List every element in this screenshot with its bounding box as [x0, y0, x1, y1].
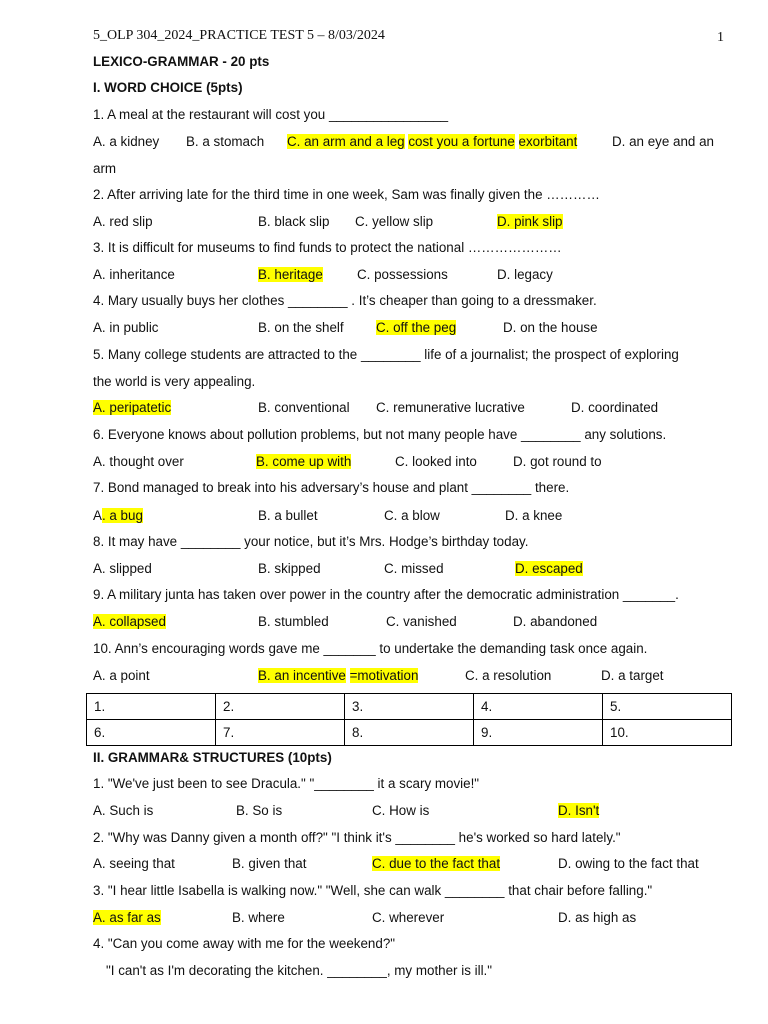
highlight: C. due to the fact that: [372, 856, 501, 871]
option-a: A. seeing that: [93, 856, 175, 871]
option-a-answer: [93, 910, 161, 925]
section-title: LEXICO-GRAMMAR - 20 pts: [93, 54, 270, 69]
question-stem: 3. It is difficult for museums to find funds to protect the national …………………: [93, 240, 562, 255]
option-d: D. abandoned: [513, 614, 598, 629]
highlight: A. as far as: [93, 910, 161, 925]
question-stem-continuation: the world is very appealing.: [93, 374, 256, 389]
question-stem: 1. A meal at the restaurant will cost you ________________: [93, 107, 449, 122]
option-b: B. on the shelf: [258, 320, 344, 335]
question-stem: 7. Bond managed to break into his adversary’s house and plant ________ there.: [93, 480, 570, 495]
option-c: C. How is: [372, 803, 430, 818]
table-row: [87, 720, 732, 746]
option-b: B. where: [232, 910, 285, 925]
option-c: C. looked into: [395, 454, 477, 469]
option-b: B. conventional: [258, 400, 350, 415]
highlight: D. pink slip: [497, 214, 563, 229]
highlight: A. collapsed: [93, 614, 166, 629]
option-c: C. missed: [384, 561, 444, 576]
question-stem: 2. After arriving late for the third time in one week, Sam was finally given the …………: [93, 187, 600, 202]
option-d-answer: [558, 803, 599, 818]
option-c-answer: [372, 856, 500, 871]
question-stem: 10. Ann’s encouraging words gave me _______ to undertake the demanding task once again.: [93, 641, 648, 656]
option-c: C. wherever: [372, 910, 445, 925]
part2-title: II. GRAMMAR& STRUCTURES (10pts): [93, 750, 332, 765]
option-c: C. possessions: [357, 267, 448, 282]
option-b-answer: [258, 668, 418, 683]
highlight: C. an arm and a leg: [287, 134, 405, 149]
option-d: D. as high as: [558, 910, 637, 925]
option-a: A. slipped: [93, 561, 152, 576]
option-d: D. got round to: [513, 454, 602, 469]
answer-cell[interactable]: 7.: [216, 720, 345, 746]
question-stem: 3. "I hear little Isabella is walking now." "Well, she can walk ________ that chair before falling.": [93, 883, 653, 898]
question-stem: 8. It may have ________ your notice, but it’s Mrs. Hodge’s birthday today.: [93, 534, 529, 549]
option-c: C. a resolution: [465, 668, 552, 683]
question-stem: 2. "Why was Danny given a month off?" "I think it's ________ he's worked so hard lately.": [93, 830, 621, 845]
option-b: B. black slip: [258, 214, 330, 229]
option-a: A. a point: [93, 668, 150, 683]
question-stem: 5. Many college students are attracted to the ________ life of a journalist; the prospect of exploring: [93, 347, 679, 362]
highlight: . a bug: [101, 508, 143, 523]
option-b: B. a stomach: [186, 134, 265, 149]
option-a: A. Such is: [93, 803, 154, 818]
highlight: B. heritage: [258, 267, 323, 282]
option-d: D. owing to the fact that: [558, 856, 699, 871]
question-stem: 6. Everyone knows about pollution problems, but not many people have ________ any solutions.: [93, 427, 667, 442]
answer-table: [86, 693, 732, 746]
answer-cell[interactable]: 1.: [87, 694, 216, 720]
option-c: C. vanished: [386, 614, 457, 629]
option-a: A. in public: [93, 320, 159, 335]
option-c: C. yellow slip: [355, 214, 434, 229]
highlight: =motivation: [349, 668, 419, 683]
highlight: B. an incentive: [258, 668, 346, 683]
question-stem: 4. Mary usually buys her clothes ________ . It’s cheaper than going to a dressmaker.: [93, 293, 597, 308]
answer-cell[interactable]: 3.: [345, 694, 474, 720]
option-c: C. remunerative lucrative: [376, 400, 525, 415]
answer-cell[interactable]: 5.: [603, 694, 732, 720]
answer-cell[interactable]: 9.: [474, 720, 603, 746]
option-a: A. red slip: [93, 214, 153, 229]
header-title: 5_OLP 304_2024_PRACTICE TEST 5 – 8/03/2024: [93, 28, 385, 43]
option-a: A. a kidney: [93, 134, 160, 149]
option-b-answer: [256, 454, 351, 469]
option-d: D. coordinated: [571, 400, 659, 415]
page-number: 1: [717, 30, 724, 45]
option-b: B. So is: [236, 803, 283, 818]
answer-cell[interactable]: 2.: [216, 694, 345, 720]
option-d-answer: [497, 214, 563, 229]
option-d-continuation: arm: [93, 161, 117, 176]
option-d: D. an eye and an: [612, 134, 714, 149]
highlight: A. peripatetic: [93, 400, 172, 415]
option-a: A. thought over: [93, 454, 184, 469]
highlight: C. off the peg: [376, 320, 457, 335]
highlight: cost you a fortune: [408, 134, 515, 149]
question-stem: 4. "Can you come away with me for the weekend?": [93, 936, 396, 951]
question-stem: 1. "We've just been to see Dracula." "________ it a scary movie!": [93, 776, 480, 791]
answer-cell[interactable]: 6.: [87, 720, 216, 746]
highlight: D. escaped: [515, 561, 583, 576]
option-b-answer: [258, 267, 323, 282]
highlight: exorbitant: [518, 134, 578, 149]
option-a: A. inheritance: [93, 267, 175, 282]
answer-cell[interactable]: 4.: [474, 694, 603, 720]
question-stem-continuation: "I can't as I'm decorating the kitchen. ________, my mother is ill.": [106, 963, 493, 978]
option-letter: A: [93, 508, 102, 523]
option-b: B. stumbled: [258, 614, 329, 629]
option-b: B. a bullet: [258, 508, 318, 523]
option-d: D. a target: [601, 668, 664, 683]
option-d: D. legacy: [497, 267, 553, 282]
option-c: C. a blow: [384, 508, 440, 523]
option-b: B. skipped: [258, 561, 321, 576]
option-b: B. given that: [232, 856, 307, 871]
answer-cell[interactable]: 10.: [603, 720, 732, 746]
answer-cell[interactable]: 8.: [345, 720, 474, 746]
option-c-answer: [287, 134, 577, 149]
table-row: [87, 694, 732, 720]
option-a-answer: [93, 614, 166, 629]
highlight: D. Isn't: [558, 803, 600, 818]
option-c-answer: [376, 320, 456, 335]
question-stem: 9. A military junta has taken over power in the country after the democratic administration _______.: [93, 587, 679, 602]
option-a-answer: [93, 508, 143, 523]
option-d-answer: [515, 561, 583, 576]
highlight: B. come up with: [256, 454, 352, 469]
option-d: D. on the house: [503, 320, 598, 335]
option-a-answer: [93, 400, 171, 415]
option-d: D. a knee: [505, 508, 563, 523]
part1-title: I. WORD CHOICE (5pts): [93, 80, 243, 95]
